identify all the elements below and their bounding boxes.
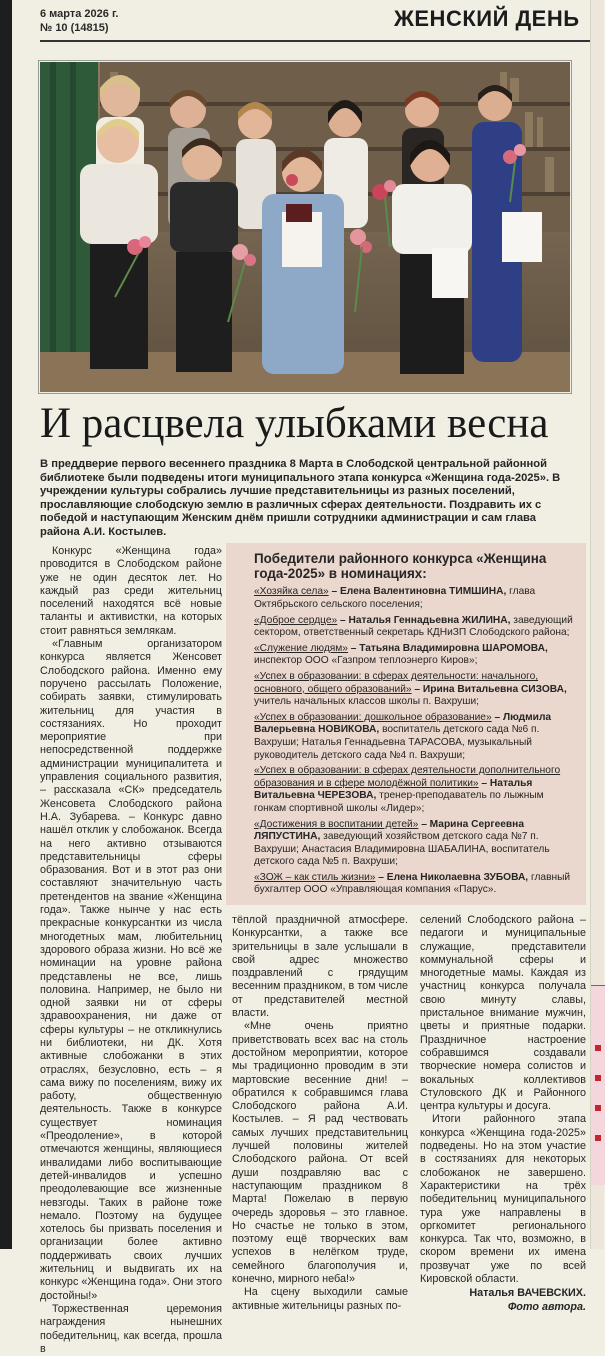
article-column-3 [420, 914, 586, 1314]
winner-details: учитель начальных классов школы п. Вахруши; [254, 696, 479, 708]
issue-date: 6 марта 2026 г. [40, 8, 119, 20]
winner-item [254, 671, 576, 709]
winner-name: – Елена Николаевна ЗУБОВА, [375, 871, 529, 883]
bullet-mark [595, 1075, 601, 1081]
winner-item [254, 765, 576, 815]
winner-item [254, 712, 576, 762]
next-page-box [591, 985, 605, 1185]
winner-name: – Ирина Витальевна СИЗОВА, [411, 683, 567, 695]
winner-nomination: «Служение людям» [254, 642, 348, 654]
paragraph: Конкурс «Женщина года» проводится в Слободском районе уже не один десяток лет. Но каждый раз среди жительниц поселений находятся всё новые таланты и активистки, на которых стоит равняться землякам. [40, 545, 222, 637]
paragraph: Итоги районного этапа конкурса «Женщина года-2025» подведены. Но на этом участие в состязаниях для некоторых слобожанок не завершено. Характеристики на трёх победительниц муниципального тура уже направлены в оргкомитет регионального конкурса. Так что, возможно, в скором времени их имена прозвучат уже по всей Кировской области. [420, 1113, 586, 1286]
bullet-mark [595, 1045, 601, 1051]
article-column-2 [232, 914, 408, 1313]
winner-name: – Татьяна Владимировна ШАРОМОВА, [347, 642, 548, 654]
winner-item [254, 819, 576, 869]
paragraph: Торжественная церемония награждения нынешних победительниц, как всегда, прошла в [40, 1302, 222, 1355]
winner-details: инспектор ООО «Газпром теплоэнерго Киров»; [254, 655, 478, 667]
group-photo-illustration [40, 62, 570, 392]
header-rule [40, 40, 590, 42]
page-header [12, 0, 590, 42]
winner-nomination: «Хозяйка села» [254, 586, 329, 598]
winner-nomination: «ЗОЖ – как стиль жизни» [254, 871, 376, 883]
winner-name: – Наталья Витальевна ЧЕРЕЗОВА, [254, 777, 533, 802]
bullet-mark [595, 1135, 601, 1141]
author-signature: Наталья ВАЧЕВСКИХ. [469, 1287, 586, 1300]
paragraph: «Мне очень приятно приветствовать всех вас на столь достойном мероприятии, которое мы традиционно проводим в эти мартовские весенние дни! – обратился к собравшимся глава Слободского района А.И. Костылев. – Я рад чествовать самых лучших представительниц лучшей половины жителей Слободского района. От всей души поздравляю вас с наступающим праздником 8 Марта! Пожелаю в первую очередь здоровья – это главное. Но счастье не только в этом, поэтому ещё творческих вам успехов в нелёгком труде, семейного благополучия и, конечно, мирного неба!» [232, 1020, 408, 1286]
winners-box [226, 543, 586, 905]
winner-item [254, 872, 576, 897]
group-photo [40, 62, 570, 392]
next-page-strip [590, 0, 604, 1249]
paragraph: На сцену выходили самые активные жительницы разных по- [232, 1286, 408, 1312]
winner-nomination: «Успех в образовании: в сферах деятельности: начального, основного, общего образований» [254, 670, 539, 695]
paragraph: селений Слободского района – педагоги и муниципальные служащие, представители коммунальной сферы и многодетные мамы. Каждая из участниц конкурса получала свою минуту славы, пристальное внимание мужчин, цветы и приятные подарки. Праздничное настроение собравшимся создавали творческие номера солистов и вокальных коллективов Стуловского ДК и Районного центра культуры и досуга. [420, 914, 586, 1113]
article-lead: В преддверие первого весеннего праздника 8 Марта в Слободской центральной районной библиотеке были подведены итоги муниципального этапа конкурса «Женщина года-2025». В учреждении культуры собрались лучшие представительницы из разных поселений, прославляющие слободскую землю в различных сферах деятельности. Поздравить их с победой и наступающим Женским днём пришли сотрудники администрации и сам глава района А.И. Костылев. [40, 458, 561, 538]
winner-item [254, 615, 576, 640]
paragraph: тёплой праздничной атмосфере. Конкурсантки, а также все зрительницы в зале услышали в свой адрес множество поздравлений с грядущим весенним праздником, в том числе от представителей местной власти. [232, 914, 408, 1020]
winner-name: – Марина Сергеевна ЛЯПУСТИНА, [254, 818, 525, 843]
winner-name: – Наталья Геннадьевна ЖИЛИНА, [337, 614, 511, 626]
article-column-1 [40, 545, 222, 1356]
paragraph: «Главным организатором конкурса является Женсовет Слободского района. Именно ему поручено рассылать Положение, собирать заявки, стимулировать жительниц для участия в состязаниях. Но проходит мероприятие при непосредственной поддержке администрации муниципалитета и управления социального развития, – рассказала «СК» председатель Женсовета Слободского района Н.А. Зубарева. – Конкурс давно нашёл отклик у слобожанок. Всегда на него активно отзываются представительницы сферы образования. Вот и в этот раз они составляют значительную часть претендентов на звание «Женщина года». Также нынче у нас есть прекрасные конкурсантки из числа многодетных мам, любительниц здорового образа жизни. Но всё же номинации на уровне района представлены не все, лишь половина. Например, не было ни одной заявки ни от сферы здравоохранения, ни даже от сферы культуры – не откликнулись ни библиотеки, ни ДК. Хотя активные слобожанки в этих отраслях, безусловно, есть – я сама вижу по поселениям, вижу их работу, общественную деятельность. Также в конкурсе существует номинация «Преодоление», в которой отмечаются женщины, являющиеся инвалидами либо воспитывающие детей-инвалидов и успешно преодолевающие все жизненные невзгоды. Таких в районе тоже немало. Поэтому на будущее хотелось бы призвать поселения и организации более активно поддерживать своих лучших жительниц и выдвигать их на конкурс «Женщина года». Они этого достойны!» [40, 638, 223, 1302]
winner-nomination: «Успех в образовании: дошкольное образование» [254, 711, 492, 723]
winner-details: глава Октябрьского сельского поселения; [254, 586, 536, 610]
winner-item [254, 643, 576, 668]
winner-nomination: «Доброе сердце» [254, 614, 338, 626]
article-headline: И расцвела улыбками весна [40, 400, 549, 447]
photo-credit: Фото автора. [507, 1300, 586, 1313]
winner-details: заведующий хозяйством детского сада №7 п. Вахруши; Анастасия Владимировна ШАБАЛИНА, воспитатель детского сада №5 п. Вахруши; [254, 831, 550, 868]
winner-nomination: «Достижения в воспитании детей» [254, 818, 419, 830]
winner-item [254, 586, 576, 611]
section-title: ЖЕНСКИЙ ДЕНЬ [394, 6, 580, 31]
winner-details: заведующий сектором, ответственный секретарь КДНиЗП Слободского района; [254, 614, 573, 639]
winner-name: – Людмила Валерьевна НОВИКОВА, [254, 711, 552, 736]
bullet-mark [595, 1105, 601, 1111]
issue-number: № 10 (14815) [40, 22, 109, 34]
winner-details: главный бухгалтер ООО «Управляющая компания «Парус». [254, 871, 571, 896]
winner-details: воспитатель детского сада №6 п. Вахруши; Наталья Геннадьевна ТАРАСОВА, музыкальный руководитель детского сада №4 п. Вахруши; [254, 724, 540, 761]
winner-nomination: «Успех в образовании: в сферах деятельности дополнительного образования и в сфере молодёжной политики» [254, 765, 561, 789]
winner-name: – Елена Валентиновна ТИМШИНА, [328, 586, 507, 598]
winner-details: тренер-преподаватель по лыжным гонкам спортивной школы «Лидер»; [254, 790, 544, 814]
page-edge [0, 0, 12, 1249]
winners-title: Победители районного конкурса «Женщина года-2025» в номинациях: [254, 551, 547, 582]
